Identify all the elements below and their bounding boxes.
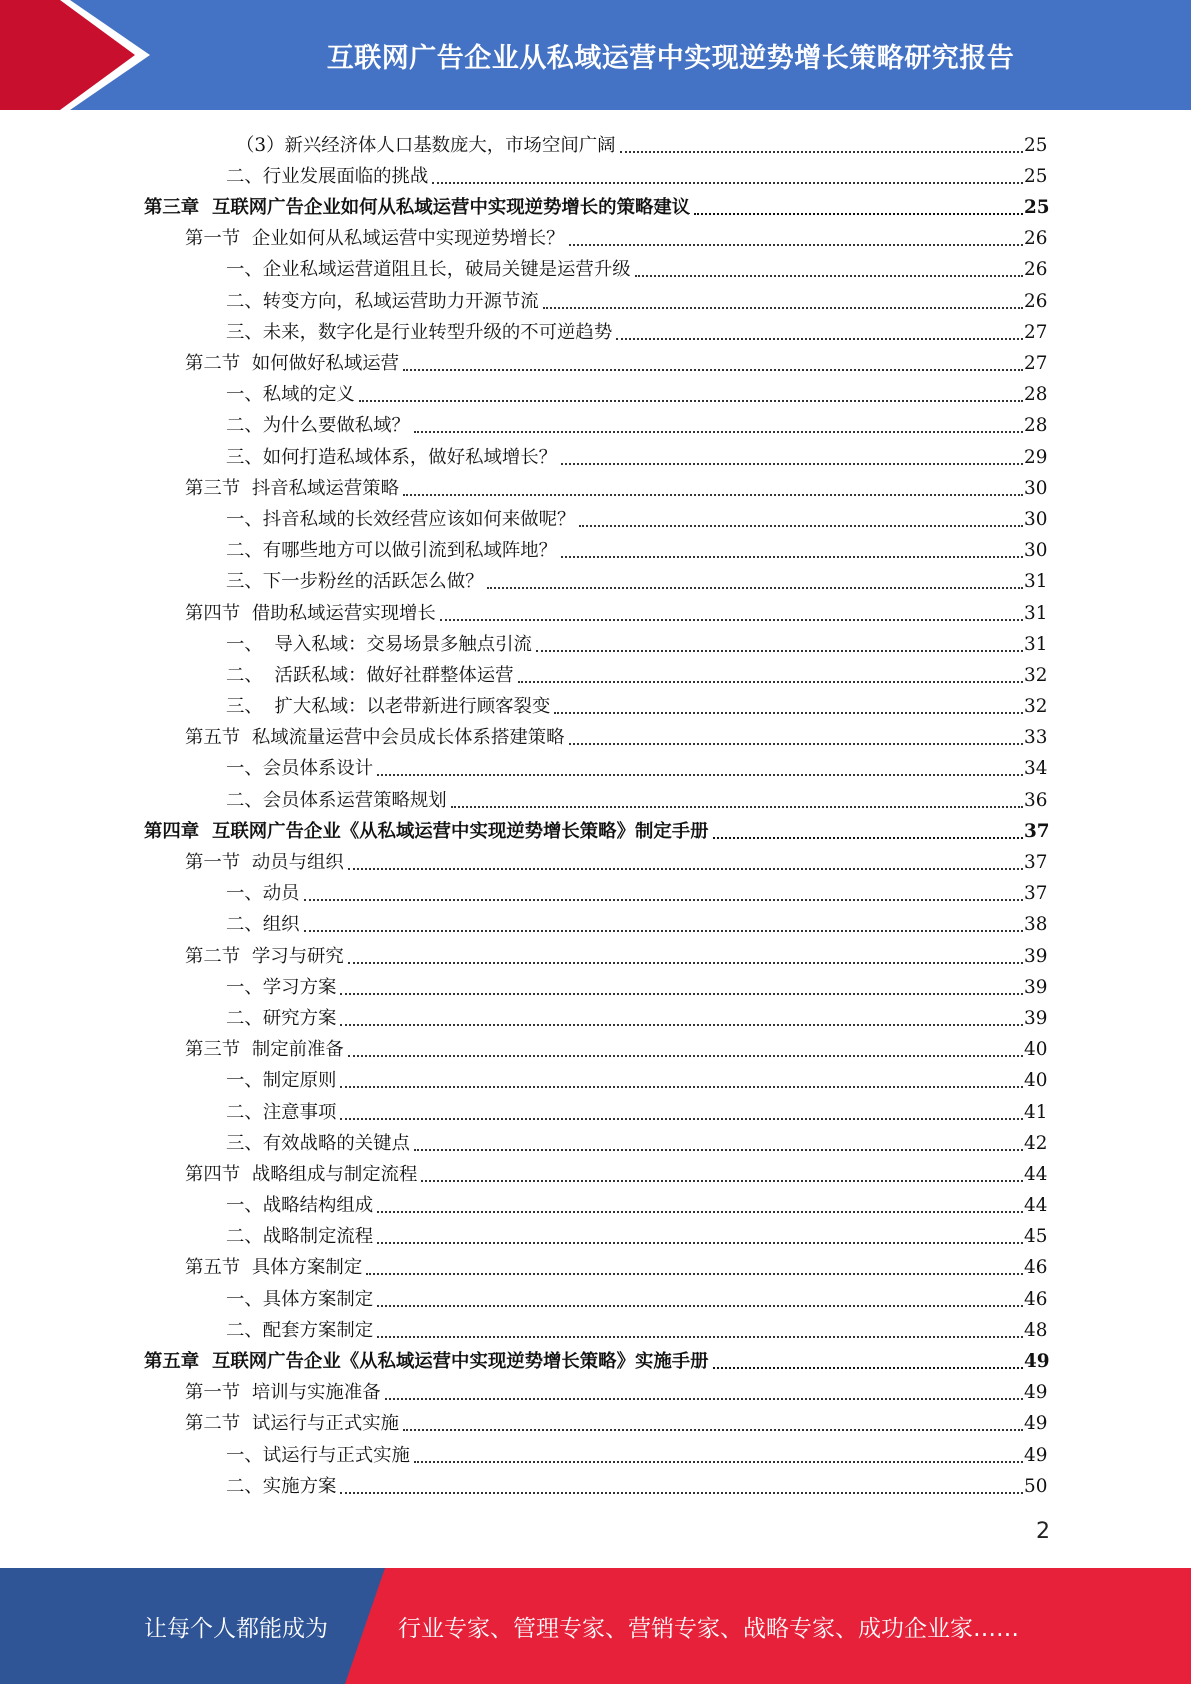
toc-entry-page: 41 (1024, 1101, 1048, 1123)
toc-subsection-entry[interactable] (0, 1282, 1191, 1313)
toc-entry-page: 46 (1024, 1257, 1048, 1279)
document-title: 互联网广告企业从私域运营中实现逆势增长策略研究报告 (326, 42, 1015, 74)
toc-entry-page: 27 (1024, 321, 1048, 343)
toc-dot-leader (304, 930, 1023, 932)
toc-subsection-entry[interactable] (0, 659, 1191, 690)
footer-slogan-left: 让每个人都能成为 (144, 1615, 328, 1642)
toc-dot-leader (340, 1118, 1023, 1120)
toc-dot-leader (561, 556, 1023, 558)
toc-dot-leader (487, 587, 1023, 589)
toc-entry-page: 28 (1024, 384, 1048, 406)
toc-entry-title: 一、制定原则 (226, 1070, 337, 1092)
toc-entry-page: 26 (1024, 290, 1048, 312)
toc-entry-page: 49 (1024, 1382, 1048, 1404)
toc-entry-page: 40 (1024, 1039, 1048, 1061)
toc-entry-title: 三、如何打造私域体系，做好私域增长？ (226, 446, 558, 468)
toc-dot-leader (414, 431, 1023, 433)
toc-entry-title: 第三章 互联网广告企业如何从私域运营中实现逆势增长的策略建议 (144, 197, 691, 219)
toc-entry-title: 第五节 具体方案制定 (185, 1257, 363, 1279)
page-footer (0, 1568, 1191, 1684)
toc-dot-leader (713, 1367, 1023, 1369)
toc-entry-title: 第一节 动员与组织 (185, 852, 344, 873)
page-header (0, 0, 1191, 110)
toc-entry-title: 三、下一步粉丝的活跃怎么做？ (226, 571, 484, 593)
toc-entry-page: 50 (1024, 1475, 1048, 1497)
toc-entry-page: 49 (1024, 1351, 1050, 1372)
toc-subsection-entry[interactable] (0, 628, 1191, 659)
toc-chapter-entry[interactable] (0, 1345, 1191, 1376)
toc-section-entry[interactable] (0, 721, 1191, 752)
toc-entry-title: 二、 活跃私域：做好社群整体运营 (226, 664, 514, 686)
toc-section-entry[interactable] (0, 846, 1191, 877)
toc-subsection-entry[interactable] (0, 1189, 1191, 1220)
toc-dot-leader (377, 774, 1023, 776)
toc-dot-leader (385, 1398, 1023, 1400)
toc-entry-title: 三、有效战略的关键点 (226, 1132, 410, 1154)
toc-subsection-entry[interactable] (0, 1438, 1191, 1469)
toc-entry-page: 30 (1024, 477, 1048, 499)
toc-dot-leader (304, 899, 1023, 901)
toc-dot-leader (377, 1211, 1023, 1213)
toc-section-entry[interactable] (0, 1407, 1191, 1438)
toc-section-entry[interactable] (0, 1158, 1191, 1189)
toc-subsection-entry[interactable] (0, 1470, 1191, 1501)
toc-entry-title: 一、战略结构组成 (226, 1195, 374, 1217)
toc-entry-page: 37 (1024, 820, 1050, 842)
toc-dot-leader (432, 182, 1023, 184)
toc-entry-page: 25 (1024, 197, 1050, 219)
toc-subsection-entry[interactable] (0, 160, 1191, 191)
toc-subsection-entry[interactable] (0, 503, 1191, 534)
toc-entry-title: 二、实施方案 (226, 1475, 337, 1497)
toc-entry-title: 二、战略制定流程 (226, 1226, 374, 1248)
toc-entry-page: 30 (1024, 540, 1048, 562)
toc-dot-leader (340, 1492, 1023, 1494)
toc-entry-page: 39 (1024, 1007, 1048, 1029)
toc-dot-leader (536, 650, 1023, 652)
toc-dot-leader (403, 1429, 1023, 1431)
toc-entry-title: 第五章 互联网广告企业《从私域运营中实现逆势增长策略》实施手册 (144, 1351, 709, 1372)
toc-entry-title: 二、有哪些地方可以做引流到私域阵地？ (226, 540, 558, 562)
toc-entry-title: 二、组织 (226, 914, 300, 936)
table-of-contents (0, 129, 1191, 1501)
toc-entry-page: 49 (1024, 1444, 1048, 1466)
toc-chapter-entry[interactable] (0, 191, 1191, 222)
toc-entry-page: 37 (1024, 883, 1048, 905)
toc-entry-title: 二、为什么要做私域？ (226, 415, 410, 437)
toc-dot-leader (348, 962, 1023, 964)
toc-entry-title: 第一节 企业如何从私域运营中实现逆势增长？ (185, 228, 565, 250)
toc-entry-title: 第四节 战略组成与制定流程 (185, 1163, 418, 1185)
toc-dot-leader (451, 806, 1023, 808)
toc-entry-page: 28 (1024, 415, 1048, 437)
toc-dot-leader (518, 681, 1023, 683)
toc-entry-title: 第四章 互联网广告企业《从私域运营中实现逆势增长策略》制定手册 (144, 820, 709, 842)
toc-entry-title: 二、配套方案制定 (226, 1319, 374, 1341)
toc-dot-leader (543, 307, 1023, 309)
toc-entry-page: 32 (1024, 664, 1048, 686)
toc-dot-leader (377, 1305, 1023, 1307)
toc-entry-title: 第五节 私域流量运营中会员成长体系搭建策略 (185, 727, 565, 749)
toc-dot-leader (348, 868, 1023, 870)
toc-entry-page: 42 (1024, 1132, 1048, 1154)
toc-section-entry[interactable] (0, 1033, 1191, 1064)
toc-entry-title: 一、私域的定义 (226, 384, 355, 406)
toc-dot-leader (340, 1024, 1023, 1026)
toc-entry-title: 第二节 试运行与正式实施 (185, 1413, 399, 1435)
toc-entry-title: 一、动员 (226, 883, 300, 905)
toc-entry-page: 32 (1024, 696, 1048, 718)
toc-entry-page: 34 (1024, 758, 1048, 780)
toc-subsection-entry[interactable] (0, 908, 1191, 939)
toc-entry-title: 一、会员体系设计 (226, 758, 374, 780)
toc-section-entry[interactable] (0, 347, 1191, 378)
toc-dot-leader (403, 494, 1023, 496)
toc-entry-title: 一、 导入私域：交易场景多触点引流 (226, 633, 532, 655)
toc-entry-title: 二、行业发展面临的挑战 (226, 165, 429, 187)
header-chevron-icon (0, 0, 150, 110)
toc-section-entry[interactable] (0, 472, 1191, 503)
toc-entry-page: 31 (1024, 602, 1048, 624)
toc-entry-page: 25 (1024, 134, 1048, 156)
toc-entry-page: 36 (1024, 789, 1048, 811)
toc-subsection-entry[interactable] (0, 690, 1191, 721)
toc-subsection-entry[interactable] (0, 1064, 1191, 1095)
toc-entry-page: 40 (1024, 1070, 1048, 1092)
toc-entry-title: 二、注意事项 (226, 1101, 337, 1123)
toc-entry-page: 48 (1024, 1319, 1048, 1341)
toc-entry-title: 二、转变方向，私域运营助力开源节流 (226, 290, 539, 312)
toc-entry-title: 一、学习方案 (226, 976, 337, 998)
toc-chapter-entry[interactable] (0, 815, 1191, 846)
toc-dot-leader (377, 1336, 1023, 1338)
toc-dot-leader (414, 1149, 1023, 1151)
footer-slogan-right: 行业专家、管理专家、营销专家、战略专家、成功企业家…… (398, 1615, 1019, 1642)
toc-dot-leader (340, 993, 1023, 995)
toc-subsection-entry[interactable] (0, 783, 1191, 814)
toc-entry-page: 39 (1024, 945, 1048, 967)
toc-entry-page: 49 (1024, 1413, 1048, 1435)
toc-subsection-entry[interactable] (0, 1220, 1191, 1251)
toc-subsection-entry[interactable] (0, 565, 1191, 596)
toc-entry-title: 三、未来，数字化是行业转型升级的不可逆趋势 (226, 321, 613, 343)
toc-entry-page: 46 (1024, 1288, 1048, 1310)
toc-entry-page: 33 (1024, 727, 1048, 749)
page-number: 2 (1036, 1519, 1050, 1544)
toc-dot-leader (421, 1180, 1023, 1182)
toc-entry-title: 二、研究方案 (226, 1007, 337, 1029)
toc-dot-leader (403, 369, 1023, 371)
toc-entry-title: （3）新兴经济体人口基数庞大，市场空间广阔 (236, 134, 616, 156)
toc-entry-title: 一、试运行与正式实施 (226, 1444, 410, 1466)
toc-subsection-entry[interactable] (0, 1314, 1191, 1345)
toc-dot-leader (554, 712, 1023, 714)
toc-entry-page: 38 (1024, 914, 1048, 936)
toc-entry-page: 25 (1024, 165, 1048, 187)
toc-dot-leader (569, 244, 1023, 246)
toc-entry-title: 第二节 学习与研究 (185, 945, 344, 967)
toc-dot-leader (616, 338, 1023, 340)
toc-section-entry[interactable] (0, 596, 1191, 627)
toc-subsection-entry[interactable] (0, 752, 1191, 783)
toc-entry-page: 26 (1024, 259, 1048, 281)
toc-entry-title: 第三节 制定前准备 (185, 1039, 344, 1061)
toc-section-entry[interactable] (0, 1376, 1191, 1407)
toc-subsection-entry[interactable] (0, 534, 1191, 565)
toc-entry-title: 第一节 培训与实施准备 (185, 1382, 381, 1404)
toc-dot-leader (620, 151, 1023, 153)
toc-dot-leader (635, 275, 1023, 277)
toc-subsection-entry[interactable] (0, 378, 1191, 409)
toc-dot-leader (359, 400, 1023, 402)
toc-entry-page: 44 (1024, 1195, 1048, 1217)
toc-entry-page: 39 (1024, 976, 1048, 998)
toc-subsection-entry[interactable] (0, 253, 1191, 284)
toc-subsection-entry[interactable] (0, 284, 1191, 315)
toc-entry-page: 29 (1024, 446, 1048, 468)
toc-dot-leader (366, 1273, 1023, 1275)
toc-subsection-entry[interactable] (0, 1002, 1191, 1033)
toc-entry-title: 一、具体方案制定 (226, 1288, 374, 1310)
toc-entry-page: 31 (1024, 571, 1048, 593)
toc-entry-page: 30 (1024, 508, 1048, 530)
toc-subsection-entry[interactable] (0, 316, 1191, 347)
toc-entry-page: 27 (1024, 353, 1048, 374)
toc-dot-leader (348, 1055, 1023, 1057)
toc-section-entry[interactable] (0, 939, 1191, 970)
toc-subsection-entry[interactable] (0, 1127, 1191, 1158)
toc-subsection-entry[interactable] (0, 877, 1191, 908)
toc-entry-page: 45 (1024, 1226, 1048, 1248)
toc-entry-page: 26 (1024, 228, 1048, 250)
toc-subsection-entry[interactable] (0, 440, 1191, 471)
toc-dot-leader (713, 837, 1023, 839)
toc-entry-page: 44 (1024, 1163, 1048, 1185)
toc-subsection-entry[interactable] (0, 971, 1191, 1002)
toc-subsection-entry[interactable] (0, 409, 1191, 440)
toc-subsection-entry[interactable] (0, 129, 1191, 160)
toc-entry-title: 第四节 借助私域运营实现增长 (185, 602, 436, 624)
toc-dot-leader (579, 525, 1023, 527)
toc-entry-title: 二、会员体系运营策略规划 (226, 789, 447, 811)
toc-dot-leader (694, 213, 1023, 215)
toc-dot-leader (440, 619, 1023, 621)
toc-entry-page: 37 (1024, 852, 1048, 873)
toc-dot-leader (377, 1242, 1023, 1244)
toc-entry-title: 三、 扩大私域：以老带新进行顾客裂变 (226, 696, 551, 718)
toc-dot-leader (414, 1461, 1023, 1463)
toc-entry-title: 第二节 如何做好私域运营 (185, 353, 399, 374)
toc-entry-page: 31 (1024, 633, 1048, 655)
toc-dot-leader (340, 1086, 1023, 1088)
toc-dot-leader (561, 463, 1023, 465)
toc-entry-title: 第三节 抖音私域运营策略 (185, 477, 399, 499)
toc-section-entry[interactable] (0, 1251, 1191, 1282)
toc-entry-title: 一、抖音私域的长效经营应该如何来做呢？ (226, 508, 576, 530)
toc-subsection-entry[interactable] (0, 1095, 1191, 1126)
toc-dot-leader (569, 743, 1023, 745)
toc-section-entry[interactable] (0, 222, 1191, 253)
toc-entry-title: 一、企业私域运营道阻且长，破局关键是运营升级 (226, 259, 631, 281)
